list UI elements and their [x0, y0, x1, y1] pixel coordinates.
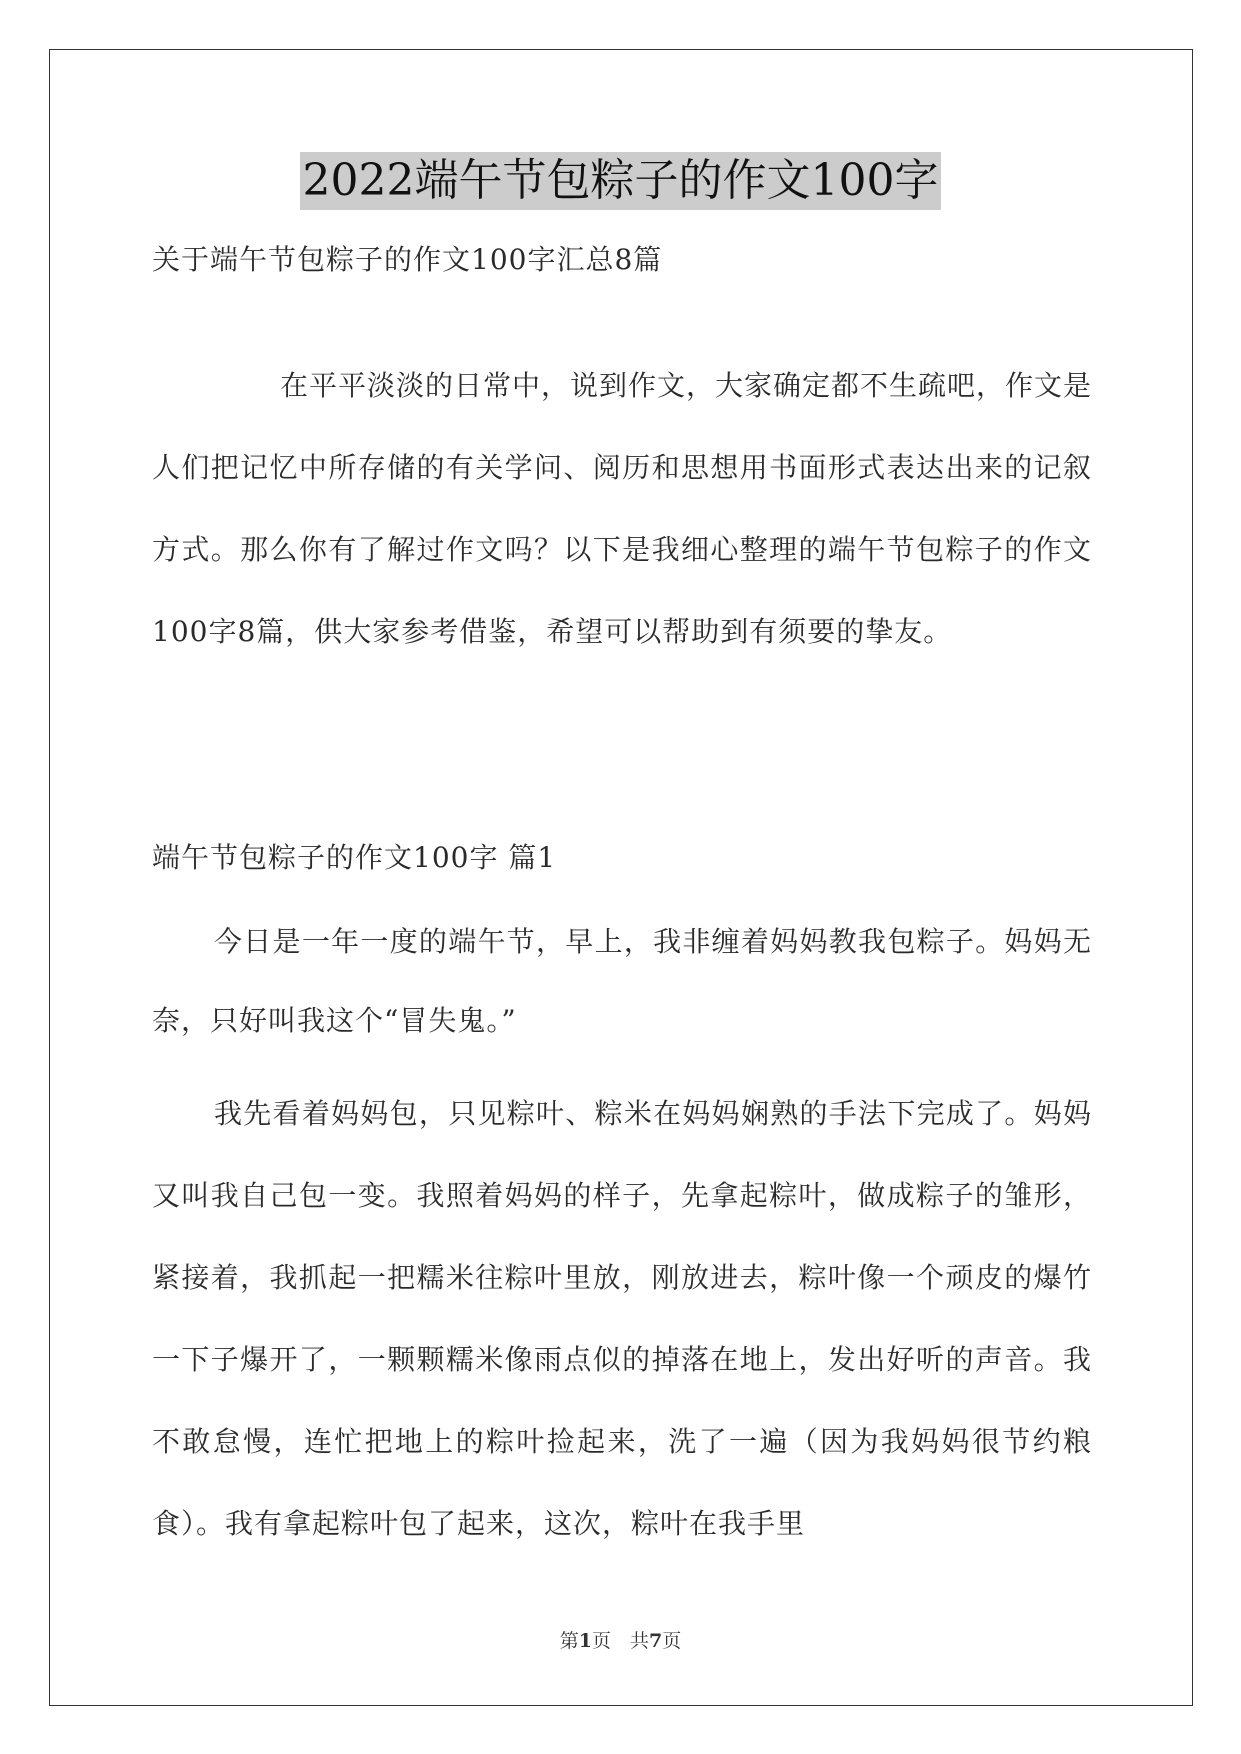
- document-title: 2022端午节包粽子的作文100字: [300, 152, 942, 210]
- footer-middle: 页 共: [591, 1630, 649, 1652]
- document-subtitle: 关于端午节包粽子的作文100字汇总8篇: [152, 243, 663, 276]
- footer-suffix: 页: [662, 1630, 682, 1652]
- footer-page-number: 1: [578, 1630, 592, 1652]
- page-footer: [0, 1626, 1241, 1653]
- footer-prefix: 第: [559, 1630, 579, 1652]
- intro-paragraph: 在平平淡淡的日常中，说到作文，大家确定都不生疏吧，作文是人们把记忆中所存储的有关学问、阅历和思想用书面形式表达出来的记叙方式。那么你有了解过作文吗？以下是我细心整理的端午节包粽子的作文100字8篇，供大家参考借鉴，希望可以帮助到有须要的挚友。: [152, 369, 1093, 648]
- footer-total-pages: 7: [649, 1630, 663, 1652]
- paragraph-1: 今日是一年一度的端午节，早上，我非缠着妈妈教我包粽子。妈妈无奈，只好叫我这个“冒失鬼。”: [152, 925, 1092, 1037]
- title-container: [0, 152, 1241, 210]
- section-heading: 端午节包粽子的作文100字 篇1: [152, 841, 557, 874]
- paragraph-2: 我先看着妈妈包，只见粽叶、粽米在妈妈娴熟的手法下完成了。妈妈又叫我自己包一变。我照着妈妈的样子，先拿起粽叶，做成粽子的雏形，紧接着，我抓起一把糯米往粽叶里放，刚放进去，粽叶像一个顽皮的爆竹一下子爆开了，一颗颗糯米像雨点似的掉落在地上，发出好听的声音。我不敢怠慢，连忙把地上的粽叶捡起来，洗了一遍（因为我妈妈很节约粮食）。我有拿起粽叶包了起来，这次，粽叶在我手里: [152, 1097, 1092, 1540]
